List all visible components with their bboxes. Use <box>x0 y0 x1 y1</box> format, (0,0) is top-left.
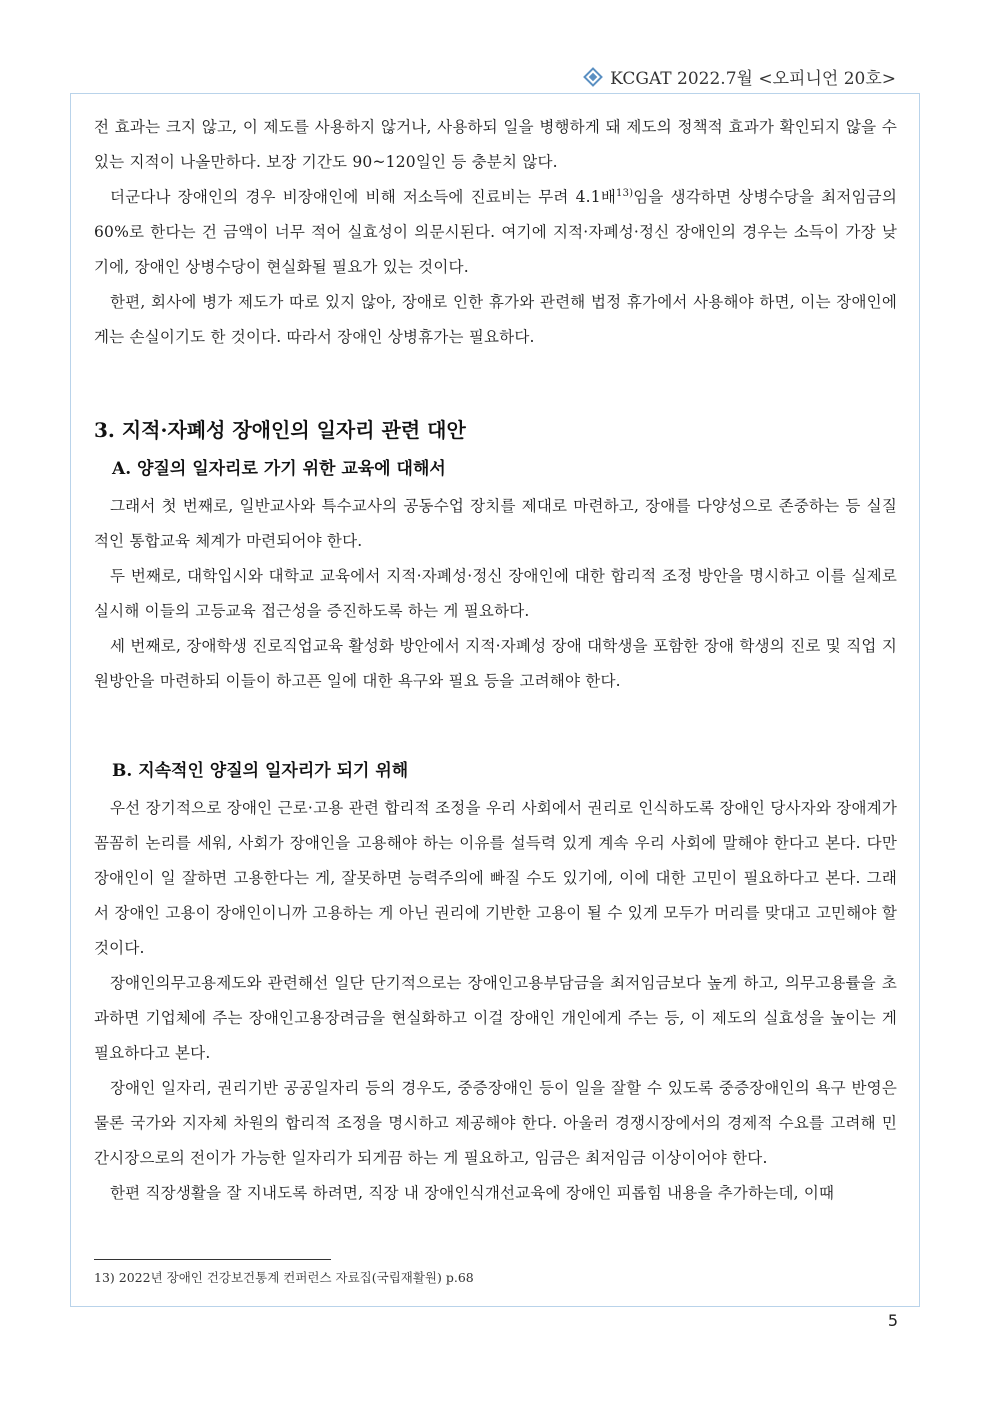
paragraph-a2: 두 번째로, 대학입시와 대학교 교육에서 지적·자폐성·정신 장애인에 대한 합리적 조정 방안을 명시하고 이를 실제로 실시해 이들의 고등교육 접근성을 증진하도록 하는 게 필요하다. <box>94 567 897 620</box>
header-text: KCGAT 2022.7월 <오피니언 20호> <box>610 69 896 89</box>
document-body <box>94 110 897 1211</box>
paragraph-b4: 한편 직장생활을 잘 지내도록 하려면, 직장 내 장애인식개선교육에 장애인 피롭힘 내용을 추가하는데, 이때 <box>110 1184 835 1202</box>
paragraph-b1: 우선 장기적으로 장애인 근로·고용 관련 합리적 조정을 우리 사회에서 권리로 인식하도록 장애인 당사자와 장애계가 꼼꼼히 논리를 세워, 사회가 장애인을 고용해야 하는 이유를 설득력 있게 계속 우리 사회에 말해야 한다고 본다. 다만 장애인이 일 잘하면 고용한다는 게, 잘못하면 능력주의에 빠질 수도 있기에, 이에 대한 고민이 필요하다고 본다. 그래서 장애인 고용이 장애인이니까 고용하는 게 아닌 권리에 기반한 고용이 될 수 있게 모두가 머리를 맞대고 고민해야 할 것이다. <box>94 799 897 957</box>
paragraph-3: 한편, 회사에 병가 제도가 따로 있지 않아, 장애로 인한 휴가와 관련해 법정 휴가에서 사용해야 하면, 이는 장애인에게는 손실이기도 한 것이다. 따라서 장애인 상병휴가는 필요하다. <box>94 293 897 346</box>
page-header <box>586 64 896 89</box>
paragraph-2-part-a: 더군다나 장애인의 경우 비장애인에 비해 저소득에 진료비는 무려 4.1배 <box>110 188 617 206</box>
diamond-bullet-icon <box>583 67 603 87</box>
page-number: 5 <box>887 1311 898 1330</box>
section-heading-3: 3. 지적·자폐성 장애인의 일자리 관련 대안 <box>94 418 466 442</box>
paragraph-1: 전 효과는 크지 않고, 이 제도를 사용하지 않거나, 사용하되 일을 병행하게 돼 제도의 정책적 효과가 확인되지 않을 수 있는 지적이 나올만하다. 보장 기간도 90~120일인 등 충분치 않다. <box>94 118 897 171</box>
paragraph-b3: 장애인 일자리, 권리기반 공공일자리 등의 경우도, 중증장애인 등이 일을 잘할 수 있도록 중증장애인의 욕구 반영은 물론 국가와 지자체 차원의 합리적 조정을 명시하고 제공해야 한다. 아울러 경쟁시장에서의 경제적 수요를 고려해 민간시장으로의 전이가 가능한 일자리가 되게끔 하는 게 필요하고, 임금은 최저임금 이상이어야 한다. <box>94 1079 897 1167</box>
footnote-13: 13) 2022년 장애인 건강보건통계 컨퍼런스 자료집(국립재활원) p.68 <box>94 1270 474 1285</box>
footnote-ref-13[interactable]: 13) <box>616 187 634 199</box>
subsection-heading-a: A. 양질의 일자리로 가기 위한 교육에 대해서 <box>112 459 446 479</box>
footnote-divider <box>94 1259 331 1260</box>
paragraph-2 <box>94 180 897 285</box>
subsection-heading-b: B. 지속적인 양질의 일자리가 되기 위해 <box>112 761 409 781</box>
paragraph-2-part-b: 임을 생각하면 상병수당을 최저임금의 60%로 한다는 건 금액이 너무 적어 실효성이 의문시된다. 여기에 지적·자폐성·정신 장애인의 경우는 소득이 가장 낮기에, 장애인 상병수당이 현실화될 필요가 있는 것이다. <box>94 188 897 276</box>
paragraph-a1: 그래서 첫 번째로, 일반교사와 특수교사의 공동수업 장치를 제대로 마련하고, 장애를 다양성으로 존중하는 등 실질적인 통합교육 체계가 마련되어야 한다. <box>94 497 897 550</box>
paragraph-b2: 장애인의무고용제도와 관련해선 일단 단기적으로는 장애인고용부담금을 최저임금보다 높게 하고, 의무고용률을 초과하면 기업체에 주는 장애인고용장려금을 현실화하고 이걸 장애인 개인에게 주는 등, 이 제도의 실효성을 높이는 게 필요하다고 본다. <box>94 974 897 1062</box>
paragraph-a3: 세 번째로, 장애학생 진로직업교육 활성화 방안에서 지적·자폐성 장애 대학생을 포함한 장애 학생의 진로 및 직업 지원방안을 마련하되 이들이 하고픈 일에 대한 욕구와 필요 등을 고려해야 한다. <box>94 637 897 690</box>
